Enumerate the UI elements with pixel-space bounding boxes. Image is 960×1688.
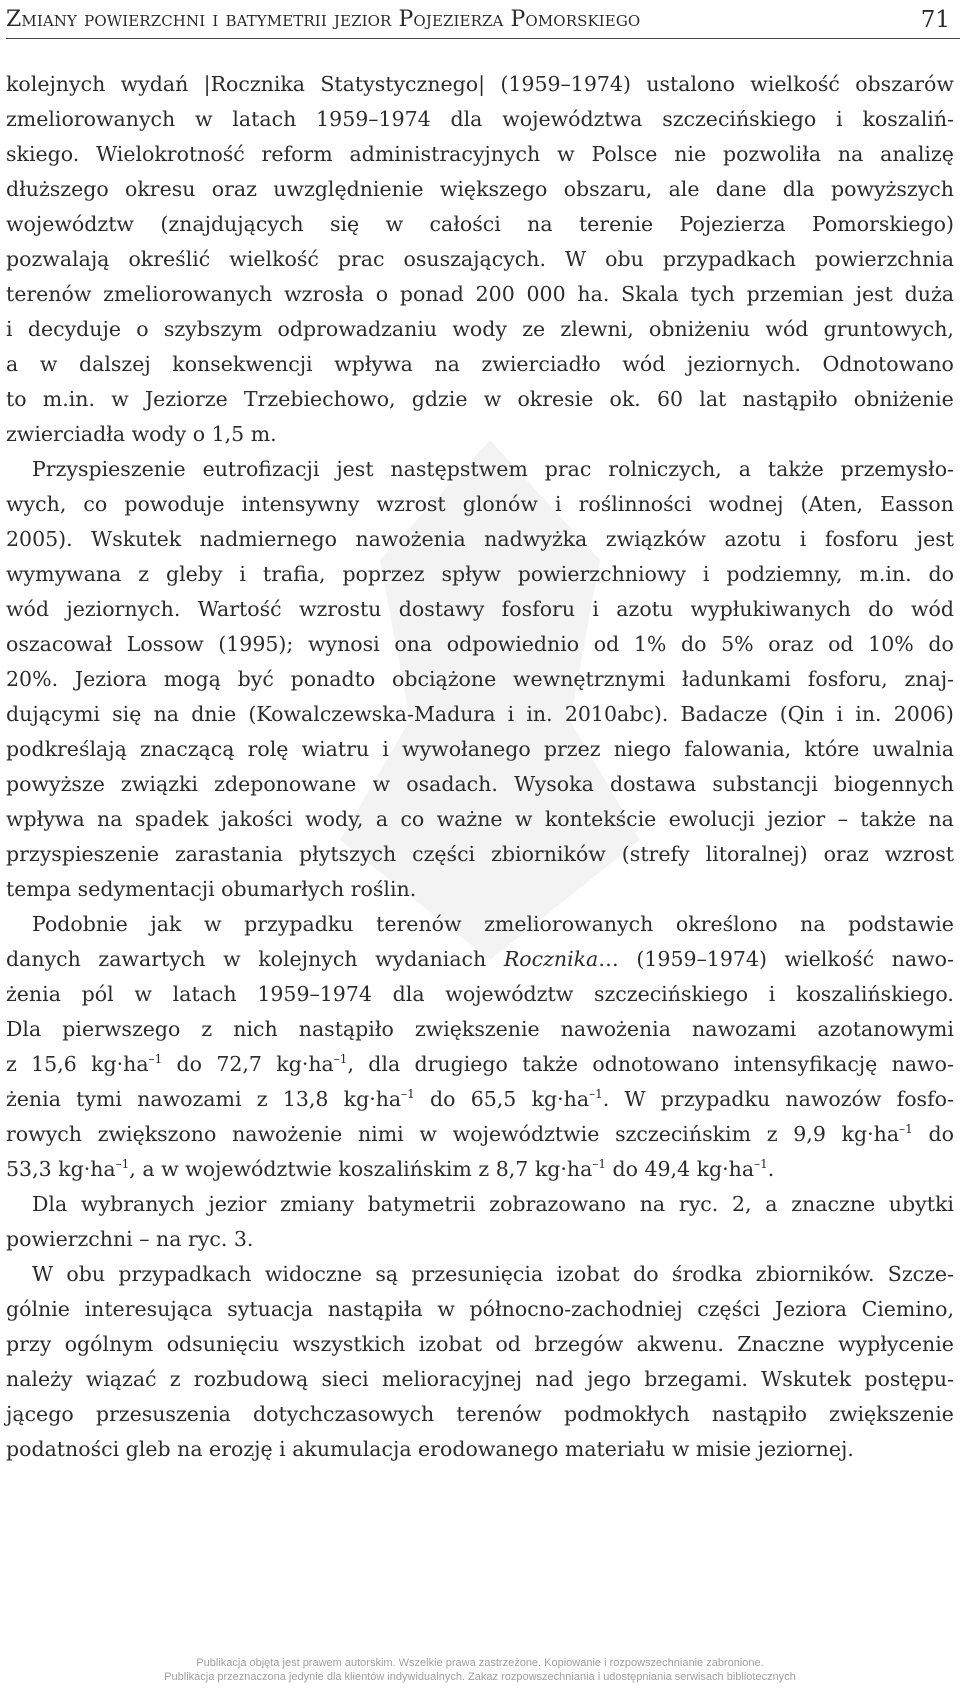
text-line: województw (znajdujących się w całości na terenie Pojezierza Pomorskiego) bbox=[6, 212, 954, 236]
text-line: 2005). Wskutek nadmiernego nawożenia nadwyżka związków azotu i fosforu jest bbox=[6, 527, 954, 551]
text-line: powierzchni – na ryc. 3. bbox=[6, 1227, 254, 1251]
text-line: Podobnie jak w przypadku terenów zmeliorowanych określono na podstawie bbox=[32, 912, 954, 936]
text-line: należy wiązać z rozbudową sieci melioracyjnej nad jego brzegami. Wskutek postępu- bbox=[6, 1367, 954, 1391]
text-line: jącego przesuszenia dotychczasowych terenów podmokłych nastąpiło zwiększenie bbox=[6, 1402, 954, 1426]
text-line: rowych zwiększono nawożenie nimi w województwie szczecińskim z 9,9 $kg\cdot ha^{-1}$ do bbox=[6, 1122, 954, 1146]
copyright-footer bbox=[0, 1656, 960, 1688]
text-line: wych, co powoduje intensywny wzrost glonów i roślinności wodnej (Aten, Easson bbox=[6, 492, 954, 516]
body-text bbox=[6, 67, 954, 1467]
text-line: podatności gleb na erozję i akumulacja erodowanego materiału w misie jeziornej. bbox=[6, 1437, 854, 1461]
text-line: 53,3 $kg\cdot ha^{-1}$, a w województwie koszalińskim z 8,7 $kg\cdot ha^{-1}$ do 49,4 $kg\cdot ha^{-1}$. bbox=[6, 1157, 775, 1181]
text-line: Dla pierwszego z nich nastąpiło zwiększenie nawożenia nawozami azotanowymi bbox=[6, 1017, 954, 1041]
text-line: żenia pól w latach 1959–1974 dla województw szczecińskiego i koszalińskiego. bbox=[6, 982, 954, 1006]
text-line: 20%. Jeziora mogą być ponadto obciążone wewnętrznymi ładunkami fosforu, znaj- bbox=[6, 667, 954, 691]
text-line: zmeliorowanych w latach 1959–1974 dla województwa szczecińskiego i koszaliń- bbox=[6, 107, 954, 131]
footer-line-2: Publikacja przeznaczona jedynie dla klientów indywidualnych. Zakaz rozpowszechniania i udostępniania serwisach bibliotecznych bbox=[164, 1671, 796, 1683]
text-line: żenia tymi nawozami z 13,8 $kg\cdot ha^{-1}$ do 65,5 $kg\cdot ha^{-1}$. W przypadku nawozów fosfo- bbox=[6, 1087, 954, 1111]
text-line: zwierciadła wody o 1,5 m. bbox=[6, 422, 277, 446]
text-line: to m.in. w Jeziorze Trzebiechowo, gdzie w okresie ok. 60 lat nastąpiło obniżenie bbox=[6, 387, 954, 411]
text-line: dłuższego okresu oraz uwzględnienie większego obszaru, ale dane dla powyższych bbox=[6, 177, 954, 201]
text-line: wpływa na spadek jakości wody, a co ważne w kontekście ewolucji jezior – także na bbox=[6, 807, 954, 831]
text-line: terenów zmeliorowanych wzrosła o ponad 200 000 ha. Skala tych przemian jest duża bbox=[6, 282, 954, 306]
text-line: pozwalają określić wielkość prac osuszających. W obu przypadkach powierzchnia bbox=[6, 247, 954, 271]
text-line: W obu przypadkach widoczne są przesunięcia izobat do środka zbiorników. Szcze- bbox=[32, 1262, 954, 1286]
text-line: przyspieszenie zarastania płytszych części zbiorników (strefy litoralnej) oraz wzrost bbox=[6, 842, 954, 866]
text-line: skiego. Wielokrotność reform administracyjnych w Polsce nie pozwoliła na analizę bbox=[6, 142, 954, 166]
footer-line-1: Publikacja objęta jest prawem autorskim. Wszelkie prawa zastrzeżone. Kopiowanie i rozpowszechnianie zabronione. bbox=[196, 1657, 764, 1669]
text-line: a w dalszej konsekwencji wpływa na zwierciadło wód jeziornych. Odnotowano bbox=[6, 352, 954, 376]
page-number: 71 bbox=[920, 7, 950, 33]
text-line: kolejnych wydań |Rocznika Statystycznego| (1959–1974) ustalono wielkość obszarów bbox=[6, 72, 954, 96]
running-header bbox=[6, 6, 960, 39]
text-line: dującymi się na dnie (Kowalczewska-Madura i in. 2010abc). Badacze (Qin i in. 2006) bbox=[6, 702, 954, 726]
text-line: Przyspieszenie eutrofizacji jest następstwem prac rolniczych, a także przemysło- bbox=[32, 457, 954, 481]
text-line: i decyduje o szybszym odprowadzaniu wody ze zlewni, obniżeniu wód gruntowych, bbox=[6, 317, 954, 341]
text-line: danych zawartych w kolejnych wydaniach Rocznika… (1959–1974) wielkość nawo- bbox=[6, 947, 954, 971]
text-line: tempa sedymentacji obumarłych roślin. bbox=[6, 877, 417, 901]
text-line: powyższe związki zdeponowane w osadach. Wysoka dostawa substancji biogennych bbox=[6, 772, 954, 796]
text-line: Dla wybranych jezior zmiany batymetrii zobrazowano na ryc. 2, a znaczne ubytki bbox=[32, 1192, 954, 1216]
text-line: oszacował Lossow (1995); wynosi ona odpowiednio od 1% do 5% oraz od 10% do bbox=[6, 632, 954, 656]
text-line: przy ogólnym odsunięciu wszystkich izobat od brzegów akwenu. Znaczne wypłycenie bbox=[6, 1332, 954, 1356]
text-line: podkreślają znaczącą rolę wiatru i wywołanego przez niego falowania, które uwalnia bbox=[6, 737, 954, 761]
text-line: wód jeziornych. Wartość wzrostu dostawy fosforu i azotu wypłukiwanych do wód bbox=[6, 597, 954, 621]
text-line: wymywana z gleby i trafia, poprzez spływ powierzchniowy i podziemny, m.in. do bbox=[6, 562, 954, 586]
text-line: z 15,6 $kg\cdot ha^{-1}$ do 72,7 $kg\cdot ha^{-1}$, dla drugiego także odnotowano intensyfikację nawo- bbox=[6, 1052, 954, 1076]
running-title: Zmiany powierzchni i batymetrii jezior Pojezierza Pomorskiego bbox=[6, 7, 641, 32]
text-line: gólnie interesująca sytuacja nastąpiła w północno-zachodniej części Jeziora Ciemino, bbox=[6, 1297, 954, 1321]
